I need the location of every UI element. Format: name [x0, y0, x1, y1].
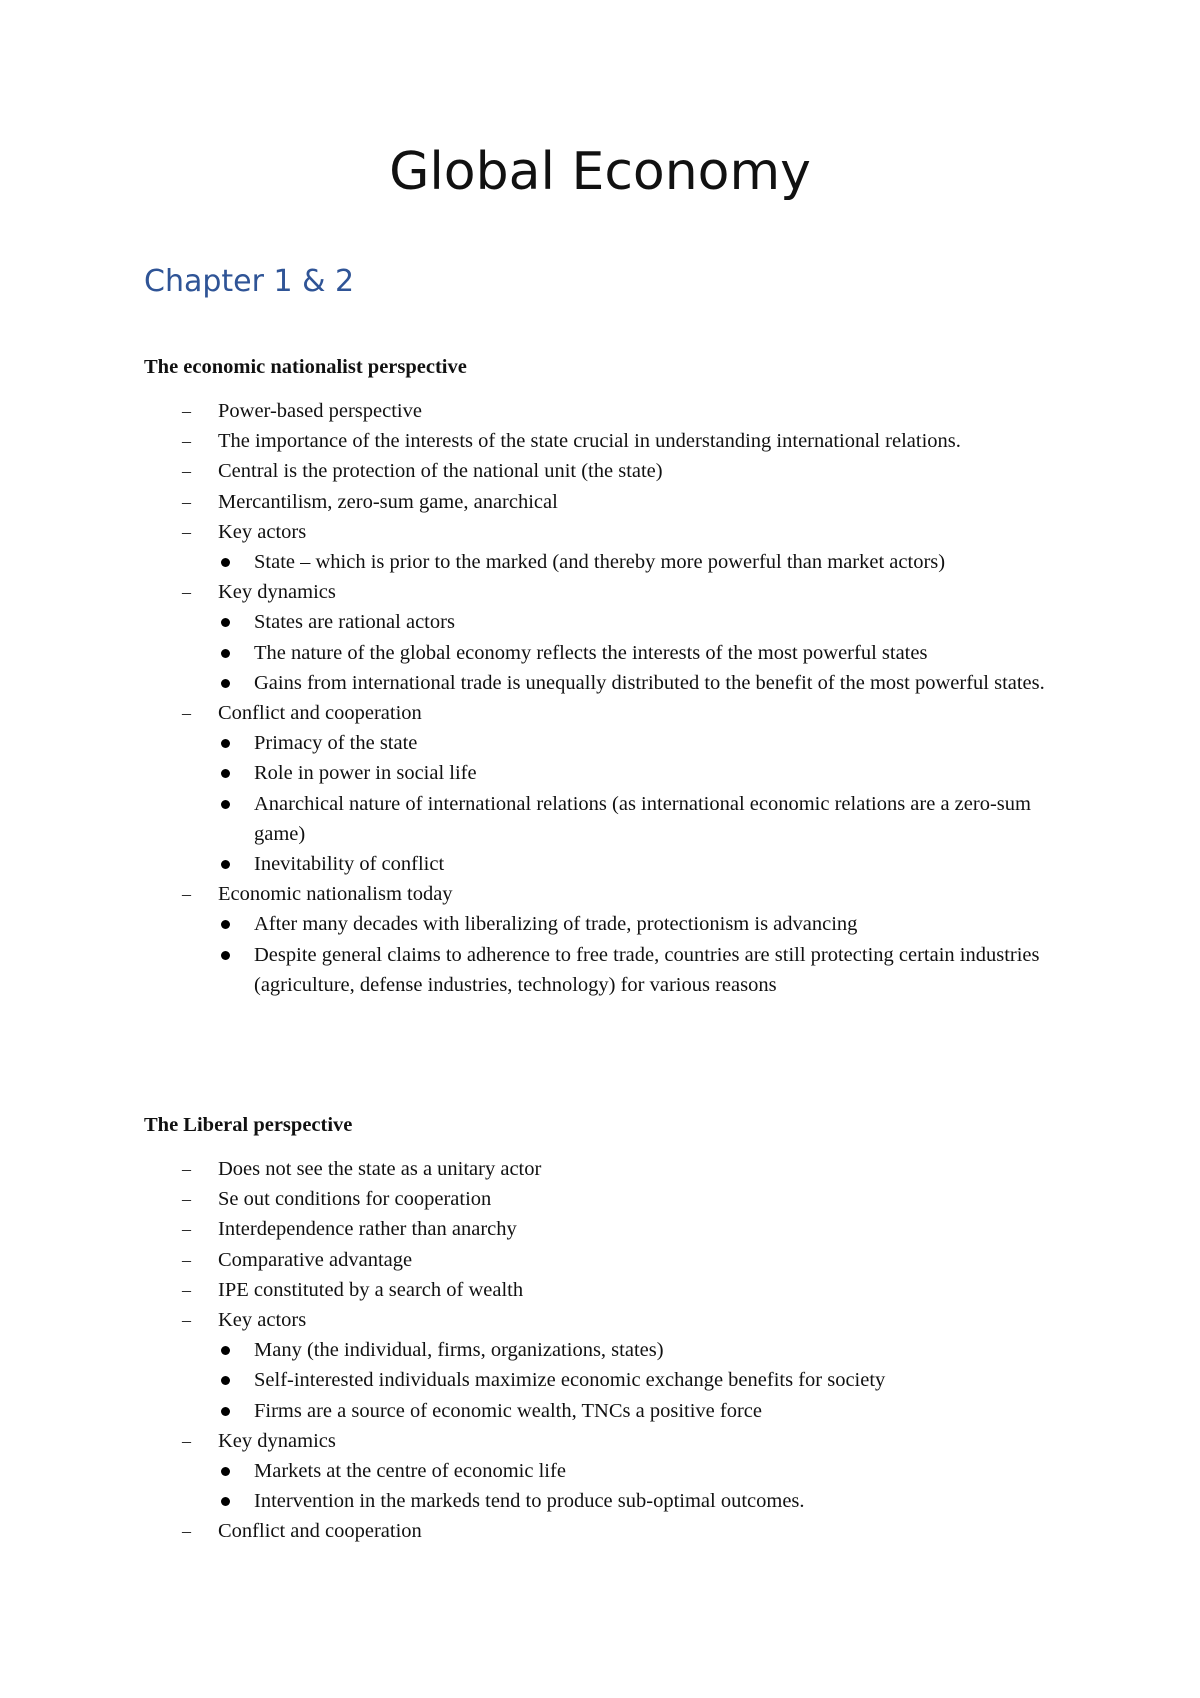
section-liberal	[144, 1110, 1084, 1547]
dash-bullet-icon: –	[182, 1279, 191, 1300]
list-item-text: Economic nationalism today	[218, 883, 453, 906]
list-item-text: Conflict and cooperation	[218, 1520, 422, 1543]
list-item-text: Conflict and cooperation	[218, 702, 422, 725]
list-item	[144, 879, 1084, 1000]
dash-bullet-icon: –	[182, 582, 191, 603]
list-item-text: IPE constituted by a search of wealth	[218, 1278, 524, 1301]
sub-list-item-text: Anarchical nature of international relations (as international economic relations are a zero-sum game)	[254, 792, 1031, 845]
section-economic-nationalist	[144, 352, 1084, 1000]
list-item-text: Central is the protection of the national unit (the state)	[218, 460, 663, 483]
sub-list-item	[218, 940, 1084, 1000]
sub-list-item	[218, 668, 1084, 698]
sub-list-item-text: States are rational actors	[254, 611, 455, 634]
bullet-dot-icon	[221, 1497, 230, 1506]
bullet-dot-icon	[221, 558, 230, 567]
sub-bullet-list	[218, 607, 1084, 698]
dash-bullet-icon: –	[182, 1521, 191, 1542]
list-item-text: Se out conditions for cooperation	[218, 1188, 492, 1211]
bullet-dot-icon	[221, 769, 230, 778]
list-item	[144, 577, 1084, 698]
dash-bullet-icon: –	[182, 461, 191, 482]
sub-list-item-text: Primacy of the state	[254, 732, 418, 755]
sub-list-item-text: Intervention in the markeds tend to produce sub-optimal outcomes.	[254, 1490, 805, 1513]
sub-list-item-text: Many (the individual, firms, organizations, states)	[254, 1339, 664, 1362]
list-item	[144, 1305, 1084, 1426]
list-item-text: Comparative advantage	[218, 1248, 413, 1271]
section-heading: The economic nationalist perspective	[144, 356, 467, 378]
sub-list-item	[218, 758, 1084, 788]
sub-list-item	[218, 1335, 1084, 1365]
dash-bullet-icon: –	[182, 1310, 191, 1331]
sub-list-item	[218, 607, 1084, 637]
list-item	[144, 1426, 1084, 1517]
sub-list-item	[218, 728, 1084, 758]
bullet-dot-icon	[221, 1346, 230, 1355]
dash-bullet-icon: –	[182, 1219, 191, 1240]
list-item	[144, 487, 1084, 517]
list-item	[144, 396, 1084, 426]
bullet-dot-icon	[221, 1376, 230, 1385]
sub-list-item	[218, 909, 1084, 939]
list-item	[144, 426, 1084, 456]
sub-list-item-text: Role in power in social life	[254, 762, 477, 785]
sub-bullet-list	[218, 1335, 1084, 1426]
list-item-text: The importance of the interests of the state crucial in understanding international relations.	[218, 430, 961, 453]
sub-bullet-list	[218, 909, 1084, 1000]
list-item	[144, 1214, 1084, 1244]
sub-list-item-text: Markets at the centre of economic life	[254, 1460, 566, 1483]
sub-list-item-text: Inevitability of conflict	[254, 853, 445, 876]
sub-list-item-text: The nature of the global economy reflects the interests of the most powerful states	[254, 641, 928, 664]
sub-list-item-text: After many decades with liberalizing of trade, protectionism is advancing	[254, 913, 858, 936]
bullet-dot-icon	[221, 1407, 230, 1416]
dash-bullet-icon: –	[182, 1430, 191, 1451]
sub-list-item-text: Gains from international trade is unequally distributed to the benefit of the most powerful states.	[254, 671, 1045, 694]
dash-bullet-icon: –	[182, 431, 191, 452]
sub-list-item	[218, 1456, 1084, 1486]
list-item-text: Power-based perspective	[218, 400, 422, 422]
dash-bullet-icon: –	[182, 703, 191, 724]
bullet-dot-icon	[221, 649, 230, 658]
list-item-text: Does not see the state as a unitary actor	[218, 1158, 542, 1180]
bullet-dot-icon	[221, 800, 230, 809]
list-item	[144, 517, 1084, 577]
bullet-dot-icon	[221, 618, 230, 627]
list-item-text: Key dynamics	[218, 1429, 336, 1452]
document-title: Global Economy	[389, 142, 811, 202]
bullet-dot-icon	[221, 951, 230, 960]
dash-bullet-icon: –	[182, 1249, 191, 1270]
sub-list-item	[218, 849, 1084, 879]
sub-list-item-text: State – which is prior to the marked (and thereby more powerful than market actors)	[254, 551, 946, 574]
list-item-text: Key actors	[218, 1309, 307, 1332]
list-item-text: Interdependence rather than anarchy	[218, 1218, 517, 1241]
dash-bullet-icon: –	[182, 401, 191, 421]
dash-bullet-icon: –	[182, 1159, 191, 1179]
dash-bullet-icon: –	[182, 884, 191, 905]
sub-list-item-text: Self-interested individuals maximize economic exchange benefits for society	[254, 1369, 886, 1392]
bullet-dot-icon	[221, 679, 230, 688]
sub-list-item	[218, 547, 1084, 577]
bullet-dot-icon	[221, 920, 230, 929]
bullet-list	[144, 1154, 1084, 1547]
bullet-dot-icon	[221, 739, 230, 748]
sub-bullet-list	[218, 728, 1084, 879]
list-item	[144, 1184, 1084, 1214]
bullet-dot-icon	[221, 860, 230, 869]
sub-list-item-text: Despite general claims to adherence to free trade, countries are still protecting certain industries (agriculture, defense industries, technology) for various reasons	[254, 943, 1040, 996]
sub-list-item	[218, 1365, 1084, 1395]
sub-bullet-list	[218, 1456, 1084, 1516]
bullet-dot-icon	[221, 1467, 230, 1476]
bullet-list	[144, 396, 1084, 1000]
dash-bullet-icon: –	[182, 491, 191, 512]
dash-bullet-icon: –	[182, 1189, 191, 1210]
list-item	[144, 1275, 1084, 1305]
sub-list-item	[218, 1486, 1084, 1516]
sub-list-item	[218, 789, 1084, 849]
list-item	[144, 1516, 1084, 1546]
sub-list-item	[218, 1396, 1084, 1426]
list-item-text: Mercantilism, zero-sum game, anarchical	[218, 490, 558, 513]
list-item	[144, 456, 1084, 486]
section-heading: The Liberal perspective	[144, 1114, 353, 1136]
sub-list-item-text: Firms are a source of economic wealth, TNCs a positive force	[254, 1399, 762, 1422]
chapter-heading: Chapter 1 & 2	[144, 264, 355, 299]
list-item-text: Key dynamics	[218, 581, 336, 604]
sub-bullet-list	[218, 547, 1084, 577]
dash-bullet-icon: –	[182, 521, 191, 542]
list-item	[144, 1245, 1084, 1275]
list-item-text: Key actors	[218, 520, 307, 543]
list-item	[144, 698, 1084, 879]
sub-list-item	[218, 638, 1084, 668]
list-item	[144, 1154, 1084, 1184]
